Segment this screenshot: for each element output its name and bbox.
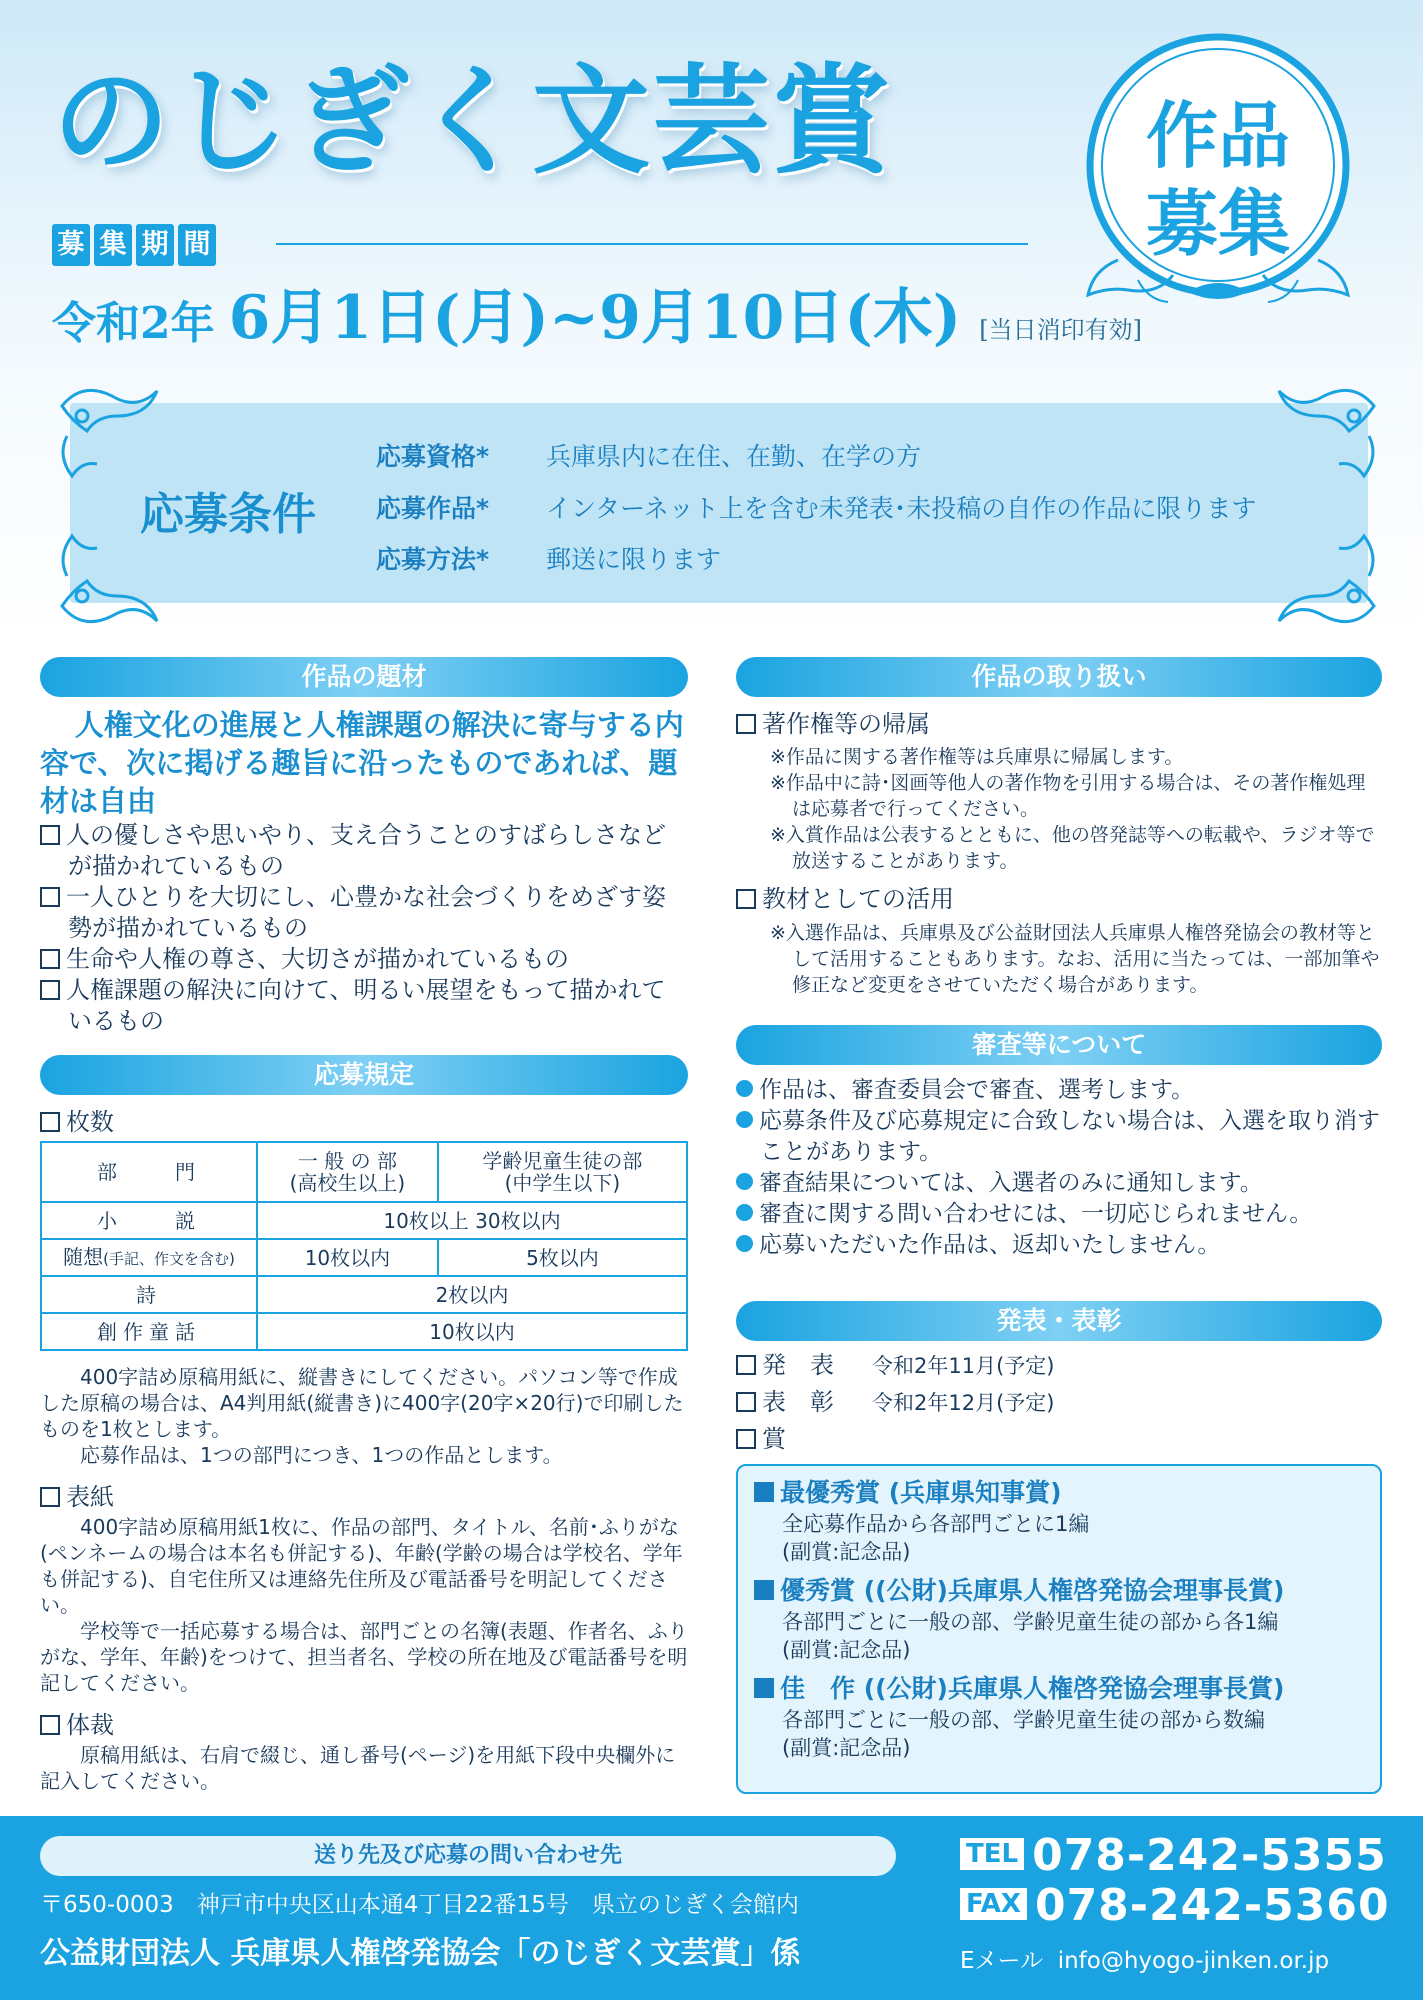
list-item-text: 生命や人権の尊さ、大切さが描かれているもの — [66, 945, 570, 973]
checkbox-icon — [40, 825, 60, 845]
period-label-char: 集 — [94, 224, 132, 266]
condition-value: インターネット上を含む未発表･未投稿の自作の作品に限ります — [546, 494, 1257, 523]
checkbox-icon — [736, 1429, 756, 1449]
body-text: 応募作品は、1つの部門につき、1つの作品とします。 — [80, 1443, 563, 1467]
condition-value: 兵庫県内に在住、在勤、在学の方 — [546, 442, 922, 471]
table-cell: 5枚以内 — [438, 1239, 687, 1276]
table-cell: 小 説 — [41, 1202, 257, 1239]
cover-label — [40, 1482, 688, 1512]
prize-title — [754, 1672, 1364, 1706]
material-label — [736, 884, 1382, 914]
list-item — [40, 882, 688, 944]
seal-text — [1118, 92, 1318, 268]
note-line: ※作品に関する著作権等は兵庫県に帰属します。 — [770, 746, 1184, 768]
prize-extra: (副賞:記念品) — [782, 1736, 911, 1760]
bullet-icon — [736, 1204, 753, 1221]
announce-value: 令和2年12月(予定) — [872, 1391, 1055, 1415]
body-text: 学校等で一括応募する場合は、部門ごとの名簿(表題、作者名、ふりがな、学年、年齢)をつけて、担当者名、学校の所在地及び電話番号を明記してください。 — [40, 1619, 688, 1695]
prize-title — [754, 1574, 1364, 1608]
bullet-icon — [736, 1111, 753, 1128]
prize-desc: 各部門ごとに一般の部、学齢児童生徒の部から数編 — [782, 1708, 1265, 1732]
period-label-char: 期 — [136, 224, 174, 266]
header-text: (高校生以上) — [289, 1171, 406, 1195]
fax-number: 078-242-5360 — [1034, 1880, 1390, 1931]
count-description — [40, 1364, 688, 1468]
prize-desc: 全応募作品から各部門ごとに1編 — [782, 1512, 1090, 1536]
list-item — [736, 1168, 1382, 1199]
header-text: (中学生以下) — [504, 1171, 621, 1195]
checkbox-icon — [736, 714, 756, 734]
table-cell: 2枚以内 — [257, 1276, 687, 1313]
list-item — [40, 944, 688, 975]
body-text: 400字詰め原稿用紙1枚に、作品の部門、タイトル、名前･ふりがな(ペンネームの場合は本名も併記する)、年齢(学齢の場合は学校名、学年も併記する)、自宅住所又は連絡先住所及び電話番号を明記してください。 — [40, 1515, 683, 1617]
header-text: 学齢児童生徒の部 — [482, 1149, 643, 1173]
announce-rows — [736, 1347, 1382, 1458]
cell-text: 随想 — [63, 1244, 104, 1269]
bullet-icon — [736, 1173, 753, 1190]
copyright-notes — [736, 744, 1382, 874]
cover-label-text: 表紙 — [66, 1483, 114, 1511]
page-title: のじぎく文芸賞 — [52, 51, 893, 190]
format-description — [40, 1742, 688, 1794]
condition-key: 応募資格* — [376, 442, 490, 471]
checkbox-icon — [736, 1392, 756, 1412]
table-cell — [41, 1239, 257, 1276]
checkbox-icon — [40, 980, 60, 1000]
condition-value: 郵送に限ります — [546, 545, 722, 574]
checkbox-icon — [40, 887, 60, 907]
period-era: 令和2年 — [52, 298, 215, 349]
period-range: 6月1日(月)~9月10日(木) — [228, 283, 962, 353]
prize-extra: (副賞:記念品) — [782, 1540, 911, 1564]
bullet-icon — [736, 1080, 753, 1097]
prize-desc: 各部門ごとに一般の部、学齢児童生徒の部から各1編 — [782, 1610, 1279, 1634]
prize-item — [754, 1476, 1364, 1566]
announce-value: 令和2年11月(予定) — [872, 1354, 1055, 1378]
announce-row — [736, 1421, 1382, 1458]
page-count-table — [40, 1141, 688, 1351]
list-item — [736, 1075, 1382, 1106]
checkbox-icon — [736, 889, 756, 909]
square-bullet-icon — [754, 1678, 774, 1698]
seal-line: 作品 — [1145, 93, 1290, 178]
section-header-announce: 発表・表彰 — [736, 1301, 1382, 1341]
table-cell: 詩 — [41, 1276, 257, 1313]
period-label — [52, 224, 216, 266]
prize-title-text: 佳 作 ((公財)兵庫県人権啓発協会理事長賞) — [780, 1674, 1285, 1703]
prize-item — [754, 1672, 1364, 1762]
section-header-handling: 作品の取り扱い — [736, 657, 1382, 697]
list-item-text: 審査に関する問い合わせには、一切応じられません。 — [759, 1201, 1313, 1227]
square-bullet-icon — [754, 1482, 774, 1502]
checkbox-icon — [40, 949, 60, 969]
table-cell: 創作童話 — [41, 1313, 257, 1350]
list-item-text: 人権課題の解決に向けて、明るい展望をもって描かれているもの — [66, 976, 666, 1035]
seal-line: 募集 — [1145, 181, 1290, 266]
period-divider — [276, 243, 1028, 245]
condition-row — [376, 437, 921, 473]
list-item-text: 一人ひとりを大切にし、心豊かな社会づくりをめざす姿勢が描かれているもの — [66, 883, 666, 942]
announce-row — [736, 1347, 1382, 1384]
footer-organization: 公益財団法人 兵庫県人権啓発協会「のじぎく文芸賞」係 — [40, 1936, 801, 1971]
section-header-rules: 応募規定 — [40, 1055, 688, 1095]
note-line: ※入選作品は、兵庫県及び公益財団法人兵庫県人権啓発協会の教材等として活用することもあります。なお、活用に当たっては、一部加筆や修正など変更をさせていただく場合があります。 — [770, 922, 1380, 996]
section-header-theme: 作品の題材 — [40, 657, 688, 697]
list-item — [40, 820, 688, 882]
announce-label: 賞 — [762, 1425, 786, 1453]
prize-extra: (副賞:記念品) — [782, 1638, 911, 1662]
cell-text-small: (手記、作文を含む) — [103, 1249, 235, 1268]
count-label-text: 枚数 — [66, 1108, 114, 1136]
note-line: ※作品中に詩･図画等他人の著作物を引用する場合は、その著作権処理は応募者で行ってください。 — [770, 772, 1366, 820]
list-item-text: 作品は、審査委員会で審査、選考します。 — [759, 1077, 1195, 1103]
prize-box — [736, 1464, 1382, 1794]
section-header-review: 審査等について — [736, 1025, 1382, 1065]
checkbox-icon — [40, 1487, 60, 1507]
email-label: Eメール — [960, 1948, 1044, 1974]
footer-tel — [960, 1830, 1387, 1881]
checkbox-icon — [40, 1715, 60, 1735]
table-row — [41, 1276, 687, 1313]
list-item — [736, 1106, 1382, 1168]
table-header-cell: 部 門 — [41, 1142, 257, 1202]
square-bullet-icon — [754, 1580, 774, 1600]
note-line: ※入賞作品は公表するとともに、他の啓発誌等への転載や、ラジオ等で放送することがあります。 — [770, 824, 1375, 872]
table-cell: 10枚以内 — [257, 1239, 438, 1276]
fax-tag: FAX — [960, 1888, 1027, 1920]
list-item — [40, 975, 688, 1037]
prize-title-text: 最優秀賞 (兵庫県知事賞) — [780, 1478, 1062, 1507]
announce-label: 発 表 — [762, 1351, 834, 1379]
period-label-char: 募 — [52, 224, 90, 266]
copyright-label-text: 著作権等の帰属 — [762, 710, 930, 738]
bullet-icon — [736, 1235, 753, 1252]
table-cell: 10枚以上 30枚以内 — [257, 1202, 687, 1239]
condition-key: 応募作品* — [376, 494, 490, 523]
footer-email — [960, 1942, 1329, 1975]
footer-fax — [960, 1880, 1390, 1931]
list-item-text: 応募いただいた作品は、返却いたしません。 — [759, 1232, 1221, 1258]
list-item-text: 応募条件及び応募規定に合致しない場合は、入選を取り消すことがあります。 — [759, 1108, 1380, 1165]
checkbox-icon — [736, 1355, 756, 1375]
header-text: 一 般 の 部 — [297, 1149, 397, 1173]
table-cell: 10枚以内 — [257, 1313, 687, 1350]
list-item — [736, 1230, 1382, 1261]
prize-item — [754, 1574, 1364, 1664]
conditions-title: 応募条件 — [140, 489, 316, 540]
period-note: [当日消印有効] — [979, 316, 1142, 344]
tel-number[interactable]: 078-242-5355 — [1032, 1830, 1387, 1881]
count-label — [40, 1107, 688, 1137]
cover-description — [40, 1514, 688, 1696]
period-label-char: 間 — [178, 224, 216, 266]
body-text: 原稿用紙は、右肩で綴じ、通し番号(ページ)を用紙下段中央欄外に記入してください。 — [40, 1743, 676, 1793]
footer-address: 〒650-0003 神戸市中央区山本通4丁目22番15号 県立のじぎく会館内 — [40, 1892, 799, 1918]
condition-key: 応募方法* — [376, 545, 490, 574]
material-notes — [736, 920, 1382, 998]
body-text: 400字詰め原稿用紙に、縦書きにしてください。パソコン等で作成した原稿の場合は、A4判用紙(縦書き)に400字(20字×20行)で印刷したものを1枚とします。 — [40, 1365, 684, 1441]
table-header-cell — [438, 1142, 687, 1202]
tel-tag: TEL — [960, 1838, 1024, 1870]
list-item — [736, 1199, 1382, 1230]
theme-list — [40, 820, 688, 1037]
table-header-row — [41, 1142, 687, 1202]
contact-title: 送り先及び応募の問い合わせ先 — [40, 1836, 896, 1876]
format-label-text: 体裁 — [66, 1711, 114, 1739]
prize-title — [754, 1476, 1364, 1510]
table-row — [41, 1313, 687, 1350]
checkbox-icon — [40, 1112, 60, 1132]
theme-lead: 人権文化の進展と人権課題の解決に寄与する内容で、次に掲げる趣旨に沿ったものであれば、題材は自由 — [40, 708, 684, 818]
table-header-cell — [257, 1142, 438, 1202]
table-row — [41, 1202, 687, 1239]
copyright-label — [736, 709, 1382, 739]
email-link[interactable]: info@hyogo-jinken.or.jp — [1057, 1948, 1330, 1974]
table-row — [41, 1239, 687, 1276]
announce-label: 表 彰 — [762, 1388, 834, 1416]
list-item-text: 人の優しさや思いやり、支え合うことのすばらしさなどが描かれているもの — [66, 821, 666, 880]
format-label — [40, 1710, 688, 1740]
condition-row — [376, 489, 1256, 525]
list-item-text: 審査結果については、入選者のみに通知します。 — [759, 1170, 1263, 1196]
review-list — [736, 1075, 1382, 1261]
period-dates — [52, 283, 1142, 353]
prize-title-text: 優秀賞 ((公財)兵庫県人権啓発協会理事長賞) — [780, 1576, 1285, 1605]
material-label-text: 教材としての活用 — [762, 885, 954, 913]
announce-row — [736, 1384, 1382, 1421]
condition-row — [376, 540, 721, 576]
